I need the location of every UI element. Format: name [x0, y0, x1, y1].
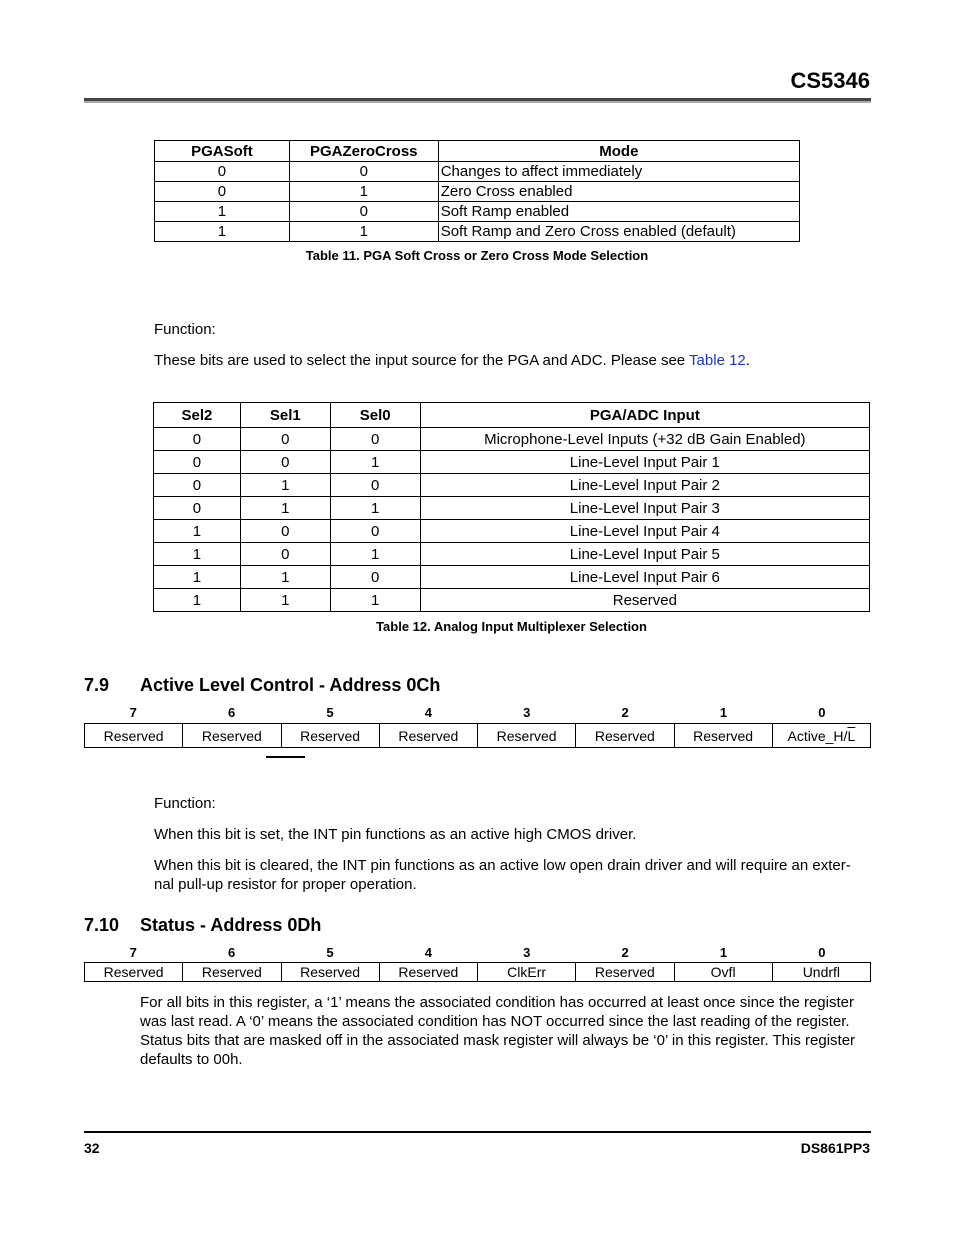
- register-field: Reserved: [576, 963, 674, 982]
- function-description: [154, 351, 870, 370]
- section-7-10-description: For all bits in this register, a ‘1’ means the associated condition has occurred at least once since the register was last read. A ‘0’ means the associated condition has NOT occurred since the last reading of the register. Status bits that are masked off in the associated mask register will always be ‘0’ in this register. This register defaults to 00h.: [140, 994, 856, 1068]
- table-cell: 0: [155, 162, 290, 182]
- table-cell: 0: [330, 428, 420, 451]
- register-0dh-table: [84, 962, 871, 982]
- table-cell: Line-Level Input Pair 3: [420, 497, 869, 520]
- section-7-9-para-1: When this bit is set, the INT pin functions as an active high CMOS driver.: [154, 826, 637, 843]
- bit-number: 4: [424, 705, 432, 720]
- footer-rule: [84, 1131, 871, 1133]
- bit-number: 7: [129, 705, 137, 720]
- function-text: These bits are used to select the input source for the PGA and ADC. Please see: [154, 352, 690, 369]
- section-7-9-function-label: Function:: [154, 795, 216, 812]
- table-cell: 0: [289, 202, 438, 222]
- register-field: Reserved: [478, 724, 576, 748]
- table-cell: Soft Ramp and Zero Cross enabled (default): [438, 222, 799, 242]
- bit-number: 4: [424, 945, 432, 960]
- table-12-link[interactable]: Table 12: [689, 352, 746, 369]
- table-cell: 1: [330, 543, 420, 566]
- document-id: DS861PP3: [800, 1140, 870, 1156]
- table-12: [153, 402, 870, 612]
- table-11-header: Mode: [438, 141, 799, 162]
- table-12-caption: Table 12. Analog Input Multiplexer Selection: [376, 619, 647, 634]
- table-cell: 1: [154, 589, 241, 612]
- table-cell: 1: [240, 474, 330, 497]
- table-row: [154, 543, 870, 566]
- table-cell: Soft Ramp enabled: [438, 202, 799, 222]
- bit-number: 3: [523, 945, 531, 960]
- table-cell: Reserved: [420, 589, 869, 612]
- table-12-header: Sel0: [330, 403, 420, 428]
- bit-number: 0: [818, 705, 826, 720]
- table-cell: 0: [330, 474, 420, 497]
- bit-number: 5: [326, 705, 334, 720]
- section-7-10-number: 7.10: [84, 915, 120, 935]
- table-cell: Line-Level Input Pair 2: [420, 474, 869, 497]
- register-0ch-table: [84, 723, 871, 748]
- bit-number: 5: [326, 945, 334, 960]
- table-row: [154, 589, 870, 612]
- document-title: CS5346: [790, 68, 870, 93]
- table-cell: 0: [154, 474, 241, 497]
- section-7-9-para-2: When this bit is cleared, the INT pin functions as an active low open drain driver and will require an exter-nal pull-up resistor for proper operation.: [154, 857, 851, 893]
- bit-number: 7: [129, 945, 137, 960]
- table-cell: 1: [289, 182, 438, 202]
- register-field: Reserved: [85, 963, 183, 982]
- bit-number: 2: [621, 945, 629, 960]
- function-end: .: [745, 352, 750, 369]
- table-cell: 0: [240, 451, 330, 474]
- section-7-10-title: Status - Address 0Dh: [140, 915, 322, 935]
- table-12-header: PGA/ADC Input: [420, 403, 869, 428]
- table-cell: 1: [240, 497, 330, 520]
- page-number: 32: [84, 1140, 100, 1156]
- register-field-active-level: [772, 724, 870, 748]
- table-cell: 1: [330, 589, 420, 612]
- bit-number: 2: [621, 705, 629, 720]
- table-12-header: Sel2: [154, 403, 241, 428]
- table-cell: Line-Level Input Pair 5: [420, 543, 869, 566]
- register-field: Reserved: [379, 963, 477, 982]
- table-cell: 1: [330, 451, 420, 474]
- table-cell: Changes to affect immediately: [438, 162, 799, 182]
- function-label: Function:: [154, 321, 216, 338]
- bit-number: 6: [227, 705, 236, 720]
- register-field: Reserved: [674, 724, 772, 748]
- table-row: [154, 566, 870, 589]
- section-7-9-title: Active Level Control - Address 0Ch: [140, 675, 441, 695]
- bit-number: 1: [719, 945, 728, 960]
- table-cell: 0: [154, 428, 241, 451]
- register-field: Ovfl: [674, 963, 772, 982]
- register-field: Reserved: [85, 724, 183, 748]
- table-row: [155, 162, 800, 182]
- register-0ch-bit-numbers: [84, 705, 871, 720]
- table-row: [154, 474, 870, 497]
- bit-number: 3: [523, 705, 531, 720]
- bit-number: 0: [818, 945, 826, 960]
- table-cell: Microphone-Level Inputs (+32 dB Gain Enabled): [420, 428, 869, 451]
- section-7-9-number: 7.9: [84, 675, 110, 695]
- table-cell: 1: [155, 222, 290, 242]
- table-cell: 0: [240, 428, 330, 451]
- table-cell: 1: [289, 222, 438, 242]
- header-rule: [84, 98, 871, 103]
- table-11-header: PGAZeroCross: [289, 141, 438, 162]
- bit-number: 6: [227, 945, 236, 960]
- table-cell: 1: [240, 589, 330, 612]
- table-cell: 0: [154, 497, 241, 520]
- table-cell: 1: [154, 520, 241, 543]
- bit-number: 1: [719, 705, 728, 720]
- table-12-header: Sel1: [240, 403, 330, 428]
- register-field: Reserved: [281, 724, 379, 748]
- table-11-caption: Table 11. PGA Soft Cross or Zero Cross Mode Selection: [305, 248, 649, 263]
- table-cell: 1: [155, 202, 290, 222]
- table-cell: Line-Level Input Pair 6: [420, 566, 869, 589]
- table-cell: 1: [240, 566, 330, 589]
- table-row: [154, 428, 870, 451]
- table-row: [154, 497, 870, 520]
- table-cell: 1: [330, 497, 420, 520]
- table-cell: 1: [154, 566, 241, 589]
- table-row: [154, 451, 870, 474]
- decorative-bar: [266, 756, 305, 758]
- register-field: ClkErr: [478, 963, 576, 982]
- table-row: [154, 520, 870, 543]
- register-field: Undrfl: [772, 963, 870, 982]
- table-cell: 0: [240, 543, 330, 566]
- table-cell: Line-Level Input Pair 1: [420, 451, 869, 474]
- table-cell: 1: [154, 543, 241, 566]
- table-11-header: PGASoft: [155, 141, 290, 162]
- register-field: Reserved: [183, 724, 281, 748]
- table-cell: 0: [154, 451, 241, 474]
- field-label-overbar: $\overline{L}$: [847, 727, 856, 744]
- table-row: [155, 182, 800, 202]
- table-cell: 0: [330, 566, 420, 589]
- table-11: [154, 140, 800, 242]
- table-cell: 0: [240, 520, 330, 543]
- register-field: Reserved: [281, 963, 379, 982]
- register-0dh-bit-numbers: [84, 945, 871, 960]
- field-label: Active_H/: [787, 727, 848, 744]
- table-cell: 0: [330, 520, 420, 543]
- table-cell: 0: [155, 182, 290, 202]
- register-field: Reserved: [379, 724, 477, 748]
- table-cell: Zero Cross enabled: [438, 182, 799, 202]
- table-row: [155, 222, 800, 242]
- table-cell: 0: [289, 162, 438, 182]
- register-field: Reserved: [183, 963, 281, 982]
- register-field: Reserved: [576, 724, 674, 748]
- table-cell: Line-Level Input Pair 4: [420, 520, 869, 543]
- table-row: [155, 202, 800, 222]
